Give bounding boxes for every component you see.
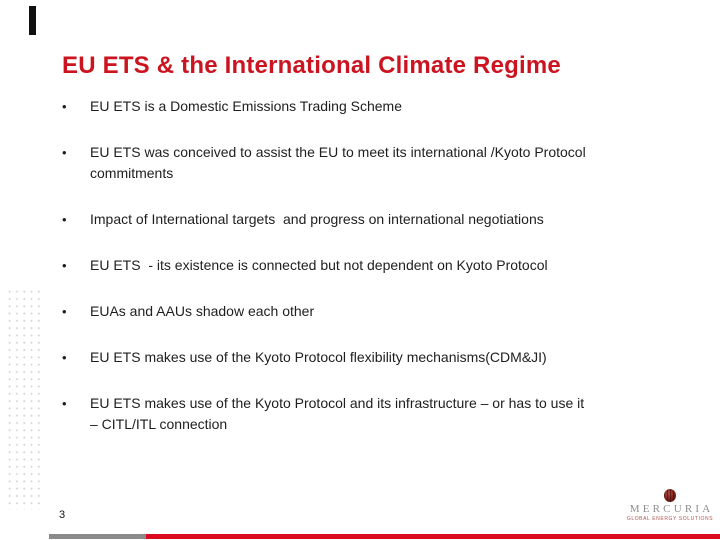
bullet-text <box>90 393 684 435</box>
bullet-item <box>62 301 684 322</box>
bullet-item <box>62 142 684 184</box>
logo-wordmark: MERCURIA <box>629 503 714 515</box>
bullet-line: commitments <box>90 165 174 181</box>
bullet-line: EU ETS - its existence is connected but not dependent on Kyoto Protocol <box>90 257 548 273</box>
dot-pattern-decoration <box>4 286 42 510</box>
bullet-marker: • <box>62 304 67 319</box>
bullet-text <box>90 255 684 276</box>
bullet-item <box>62 347 684 368</box>
bullet-list <box>62 96 684 460</box>
footer-bar-gray-segment <box>49 534 146 539</box>
bullet-marker: • <box>62 212 67 227</box>
slide-title: EU ETS & the International Climate Regime <box>62 52 561 79</box>
bullet-line: EU ETS makes use of the Kyoto Protocol flexibility mechanisms(CDM&JI) <box>90 349 547 365</box>
bullet-item <box>62 96 684 117</box>
bullet-line: Impact of International targets and progress on international negotiations <box>90 211 544 227</box>
bullet-line: EU ETS was conceived to assist the EU to meet its international /Kyoto Protocol <box>90 144 586 160</box>
bullet-item <box>62 209 684 230</box>
bullet-text <box>90 96 684 117</box>
bullet-marker: • <box>62 99 67 114</box>
footer-bar-red-segment <box>146 534 720 539</box>
bullet-line: EUAs and AAUs shadow each other <box>90 303 315 319</box>
bullet-marker: • <box>62 350 67 365</box>
mercuria-sphere-icon <box>664 489 676 502</box>
bullet-marker: • <box>62 258 67 273</box>
mercuria-logo <box>622 489 718 531</box>
bullet-item <box>62 393 684 435</box>
bullet-marker: • <box>62 145 67 160</box>
top-left-accent-bar <box>29 6 36 35</box>
bullet-marker: • <box>62 396 67 411</box>
bullet-text <box>90 142 684 184</box>
logo-tagline: GLOBAL ENERGY SOLUTIONS <box>626 516 714 522</box>
page-number: 3 <box>59 509 66 521</box>
bullet-line: EU ETS is a Domestic Emissions Trading Scheme <box>90 98 402 114</box>
bullet-text <box>90 301 684 322</box>
bullet-item <box>62 255 684 276</box>
bullet-text <box>90 347 684 368</box>
bullet-line: – CITL/ITL connection <box>90 416 228 432</box>
bullet-line: EU ETS makes use of the Kyoto Protocol and its infrastructure – or has to use it <box>90 395 585 411</box>
bullet-text <box>90 209 684 230</box>
